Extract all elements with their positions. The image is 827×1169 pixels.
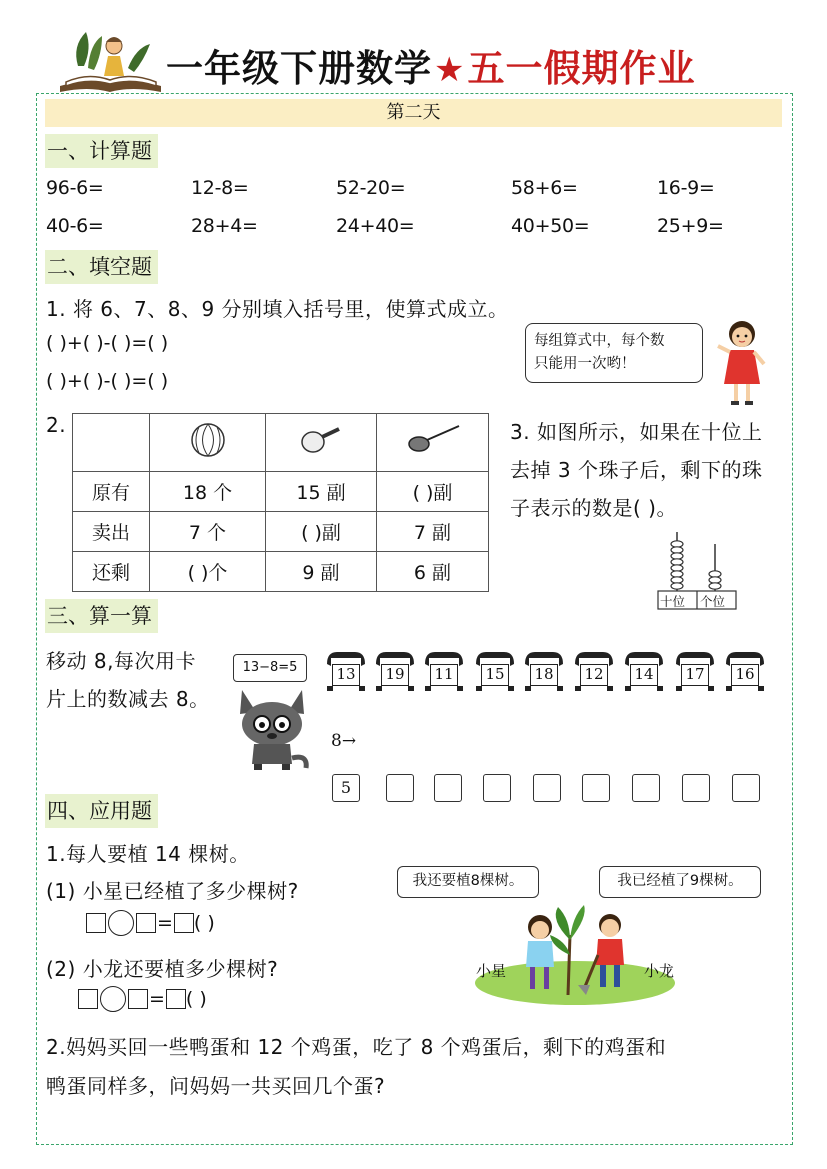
q2-table [72,413,489,592]
star-icon: ★ [434,50,466,90]
table-cell: 9 副 [266,552,377,592]
answer-box[interactable] [732,774,760,802]
badminton-racket-icon [377,414,489,472]
number-card [623,650,665,692]
card-number: 16 [731,664,759,686]
answer-box[interactable] [632,774,660,802]
q2-number: 2. [46,413,67,437]
answer-box[interactable] [483,774,511,802]
number-cards-row [325,650,775,692]
card-number: 13 [332,664,360,686]
title-grade: 一年级下册数学 [166,47,432,90]
fox-speech-bubble: 13−8=5 [233,654,307,682]
table-cell: 7 副 [377,512,489,552]
section-calc-heading: 一、计算题 [45,134,158,168]
xiaoxing-speech-bubble: 我还要植8棵树。 [397,866,539,898]
calc-item: 28+4= [191,215,258,237]
s4-q1a-text: (1) 小星已经植了多少棵树? [46,879,299,903]
row-label: 还剩 [73,552,150,592]
calc-item: 96-6= [46,177,104,199]
table-cell: 6 副 [377,552,489,592]
blank-square[interactable] [86,913,106,933]
table-cell: ( )副 [266,512,377,552]
ball-icon [150,414,266,472]
xiaolong-speech-bubble: 我已经植了9棵树。 [599,866,761,898]
hint-line: 只能用一次哟！ [534,356,636,372]
number-card [573,650,615,692]
table-corner [73,414,150,472]
blank-circle[interactable] [100,986,126,1012]
blank-square[interactable] [136,913,156,933]
hint-line: 每组算式中，每个数 [534,333,665,349]
children-planting-tree-icon [470,895,680,1005]
table-cell: ( )副 [377,472,489,512]
table-cell: 18 个 [150,472,266,512]
number-card [474,650,516,692]
girl-icon [712,316,772,408]
answer-box[interactable] [386,774,414,802]
calc-item: 40+50= [511,215,590,237]
name-xiaolong: 小龙 [644,962,675,980]
page-header [0,0,827,95]
s4-q2-line: 2.妈妈买回一些鸭蛋和 12 个鸡蛋，吃了 8 个鸡蛋后，剩下的鸡蛋和 [46,1035,667,1059]
equation-frame: = ( ) [86,910,215,936]
page-title [166,38,695,92]
s4-q2-line: 鸭蛋同样多，问妈妈一共买回几个蛋? [46,1074,386,1098]
s4-q1b-text: (2) 小龙还要植多少棵树? [46,957,279,981]
card-number: 12 [580,664,608,686]
hint-speech-bubble [525,323,703,383]
calc-item: 40-6= [46,215,104,237]
unit-paren: ( ) [193,912,215,934]
calc-item: 52-20= [336,177,406,199]
q1-equation-2: ( )+( )-( )=( ) [46,370,169,392]
number-card [724,650,766,692]
card-number: 19 [381,664,409,686]
answer-box[interactable] [434,774,462,802]
number-card [325,650,367,692]
ones-label: 个位 [700,594,726,609]
number-card [523,650,565,692]
card-number: 18 [530,664,558,686]
table-cell: ( )个 [150,552,266,592]
calc-item: 25+9= [657,215,724,237]
number-card [674,650,716,692]
unit-paren: ( ) [185,988,207,1010]
q3-text: 3. 如图所示，如果在十位上去掉 3 个珠子后，剩下的珠子表示的数是( )。 [510,420,763,520]
table-cell: 15 副 [266,472,377,512]
answer-box[interactable] [682,774,710,802]
calc-item: 24+40= [336,215,415,237]
answer-box[interactable] [582,774,610,802]
calc-item: 16-9= [657,177,715,199]
s3-text-line: 片上的数减去 8。 [46,687,210,711]
number-card [423,650,465,692]
calc-item: 12-8= [191,177,249,199]
reading-child-logo-icon [58,26,163,94]
blank-square[interactable] [78,989,98,1009]
tens-label: 十位 [660,594,686,609]
day-label: 第二天 [45,99,782,127]
blank-square[interactable] [174,913,194,933]
title-holiday: 五一假期作业 [467,47,696,90]
s4-q1-text: 1.每人要植 14 棵树。 [46,842,250,866]
s3-text-line: 移动 8,每次用卡 [46,649,196,673]
card-number: 11 [430,664,458,686]
number-card [374,650,416,692]
section-fill-heading: 二、填空题 [45,250,158,284]
arrow-label: 8→ [331,731,357,751]
equation-frame: = ( ) [78,986,207,1012]
section-apply-heading: 四、应用题 [45,794,158,828]
name-xiaoxing: 小星 [476,962,507,980]
q1-equation-1: ( )+( )-( )=( ) [46,332,169,354]
section-compute-heading: 三、算一算 [45,599,158,633]
row-label: 卖出 [73,512,150,552]
card-number: 15 [481,664,509,686]
answer-box: 5 [332,774,360,802]
abacus-icon [657,530,737,610]
card-number: 17 [681,664,709,686]
card-number: 14 [630,664,658,686]
q1-text: 1. 将 6、7、8、9 分别填入括号里，使算式成立。 [46,297,509,321]
table-cell: 7 个 [150,512,266,552]
ping-pong-paddle-icon [266,414,377,472]
fox-icon [232,684,312,772]
answer-box[interactable] [533,774,561,802]
blank-square[interactable] [166,989,186,1009]
calc-item: 58+6= [511,177,578,199]
blank-square[interactable] [128,989,148,1009]
row-label: 原有 [73,472,150,512]
blank-circle[interactable] [108,910,134,936]
